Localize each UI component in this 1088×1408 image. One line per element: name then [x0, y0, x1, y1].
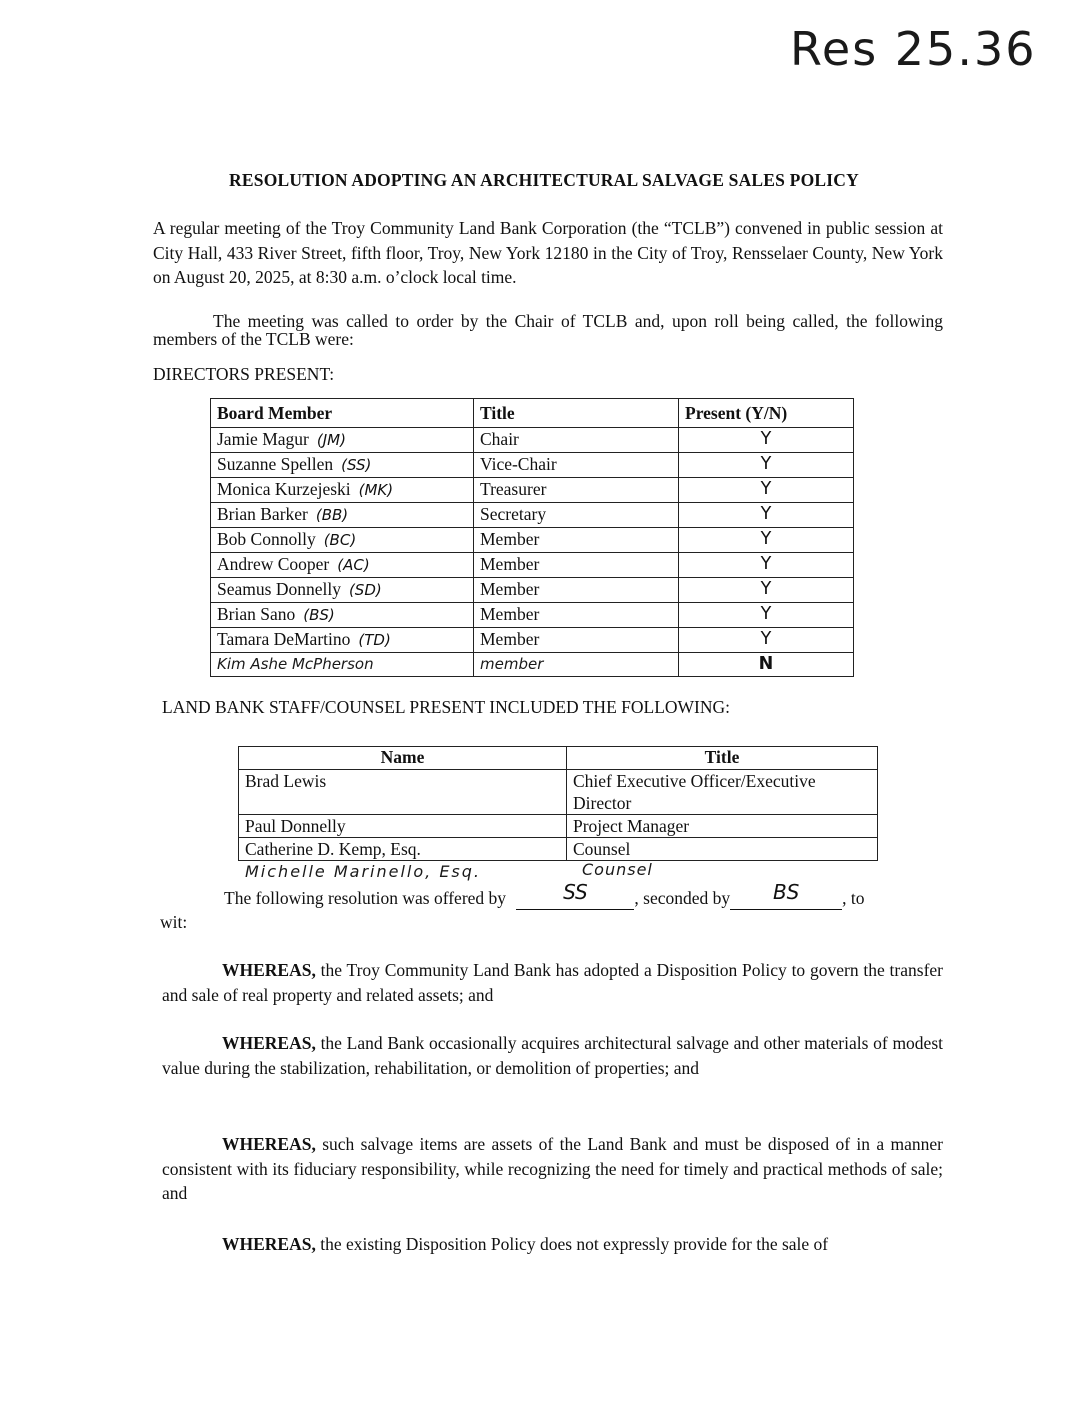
member-initials: (AC) [337, 556, 370, 574]
board-members-table [210, 398, 854, 677]
member-initials: (SS) [341, 456, 372, 474]
present-mark: Y [679, 528, 854, 553]
offered-line [224, 880, 865, 910]
staff-title: Counsel [567, 838, 878, 861]
present-mark: Y [679, 453, 854, 478]
handwritten-staff-title: Counsel [582, 860, 653, 879]
whereas-clause-4 [162, 1232, 943, 1257]
staff-table [238, 746, 878, 861]
staff-heading: LAND BANK STAFF/COUNSEL PRESENT INCLUDED THE FOLLOWING: [162, 697, 731, 717]
staff-title: Chief Executive Officer/Executive Director [567, 770, 878, 815]
table-row [211, 653, 854, 677]
table-row [211, 553, 854, 578]
whereas-lead: WHEREAS, [222, 960, 316, 980]
member-initials: (SD) [348, 581, 382, 599]
seconded-by-blank [730, 880, 842, 910]
whereas-text: the Land Bank occasionally acquires architectural salvage and other materials of modest value during the stabilization, rehabilitation, or demolition of properties; and [162, 1033, 943, 1078]
member-name: Andrew Cooper [217, 554, 330, 574]
member-title: Chair [474, 428, 679, 453]
member-name: Seamus Donnelly [217, 579, 341, 599]
present-mark: Y [679, 603, 854, 628]
handwritten-staff-name: Michelle Marinello, Esq. [245, 862, 482, 881]
present-mark: N [679, 653, 854, 677]
member-name-handwritten: Kim Ashe McPherson [211, 653, 474, 677]
name-header: Name [239, 747, 567, 770]
member-initials: (BS) [303, 606, 335, 624]
member-name: Suzanne Spellen [217, 454, 334, 474]
staff-table-header [239, 747, 878, 770]
whereas-text: such salvage items are assets of the Land Bank and must be disposed of in a manner consistent with its fiduciary responsibility, while recognizing the need for timely and practical methods of sale; and [162, 1134, 943, 1203]
table-row [211, 478, 854, 503]
roll-call-paragraph [153, 312, 943, 348]
present-mark: Y [679, 628, 854, 653]
member-name: Brian Barker [217, 504, 308, 524]
member-initials: (JM) [316, 431, 346, 449]
member-name: Jamie Magur [217, 429, 309, 449]
member-initials: (BB) [315, 506, 349, 524]
title-header: Title [567, 747, 878, 770]
whereas-clause-2 [162, 1031, 943, 1080]
staff-title: Project Manager [567, 815, 878, 838]
member-title: Member [474, 553, 679, 578]
whereas-lead: WHEREAS, [222, 1134, 316, 1154]
handwritten-resolution-number: Res 25.36 [790, 22, 1037, 76]
whereas-clause-3 [162, 1132, 943, 1206]
staff-name: Paul Donnelly [239, 815, 567, 838]
member-name: Monica Kurzejeski [217, 479, 351, 499]
member-initials: (MK) [358, 481, 394, 499]
whereas-lead: WHEREAS, [222, 1033, 316, 1053]
whereas-clause-1 [162, 958, 943, 1007]
offered-by-value: SS [563, 880, 588, 904]
table-row [239, 770, 878, 815]
member-title: Member [474, 628, 679, 653]
member-name: Bob Connolly [217, 529, 316, 549]
whereas-lead: WHEREAS, [222, 1234, 316, 1254]
whereas-text: the Troy Community Land Bank has adopted a Disposition Policy to govern the transfer and sale of real property and related assets; and [162, 960, 943, 1005]
present-mark: Y [679, 478, 854, 503]
present-header: Present (Y/N) [679, 399, 854, 428]
directors-heading: DIRECTORS PRESENT: [153, 364, 335, 384]
seconded-by-value: BS [772, 880, 800, 904]
offered-prefix: The following resolution was offered by [224, 888, 507, 908]
table-row [239, 815, 878, 838]
present-mark: Y [679, 553, 854, 578]
member-title: Treasurer [474, 478, 679, 503]
table-row [211, 453, 854, 478]
table-row [211, 578, 854, 603]
table-row [211, 503, 854, 528]
board-member-header: Board Member [211, 399, 474, 428]
present-mark: Y [679, 578, 854, 603]
board-table-header [211, 399, 854, 428]
member-initials: (TD) [358, 631, 391, 649]
seconded-label: , seconded by [634, 888, 731, 908]
member-title: Vice-Chair [474, 453, 679, 478]
whereas-text: the existing Disposition Policy does not expressly provide for the sale of [315, 1234, 829, 1254]
offered-suffix: , to [842, 888, 865, 908]
member-title: Member [474, 578, 679, 603]
document-title: RESOLUTION ADOPTING AN ARCHITECTURAL SALVAGE SALES POLICY [229, 170, 859, 190]
present-mark: Y [679, 503, 854, 528]
wit-text: wit: [160, 912, 188, 932]
table-row [211, 428, 854, 453]
member-initials: (BC) [323, 531, 357, 549]
table-row [211, 603, 854, 628]
table-row [211, 628, 854, 653]
member-title: Member [474, 528, 679, 553]
offered-by-blank [516, 880, 634, 910]
title-header: Title [474, 399, 679, 428]
roll-call-text: The meeting was called to order by the Chair of TCLB and, upon roll being called, the following members of the TCLB were: [153, 311, 943, 349]
staff-name: Brad Lewis [239, 770, 567, 815]
table-row [211, 528, 854, 553]
member-name: Tamara DeMartino [217, 629, 351, 649]
member-title: Secretary [474, 503, 679, 528]
present-mark: Y [679, 428, 854, 453]
staff-name: Catherine D. Kemp, Esq. [239, 838, 567, 861]
member-name: Brian Sano [217, 604, 296, 624]
table-row [239, 838, 878, 861]
intro-paragraph: A regular meeting of the Troy Community Land Bank Corporation (the “TCLB”) convened in public session at City Hall, 433 River Street, fifth floor, Troy, New York 12180 in the City of Troy, Rensselaer County, New York on August 20, 2025, at 8:30 a.m. o’clock local time. [153, 218, 943, 287]
member-title: Member [474, 603, 679, 628]
member-title-handwritten: member [474, 653, 679, 677]
